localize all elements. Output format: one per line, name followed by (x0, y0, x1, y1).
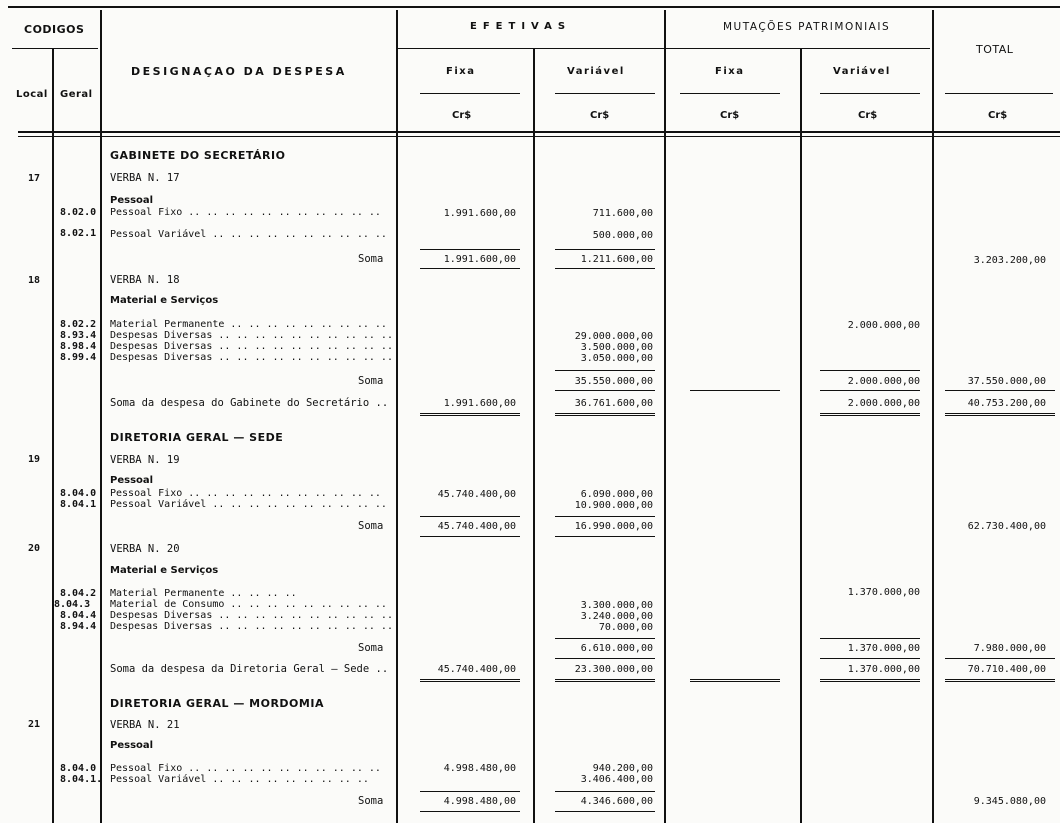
verba-18: VERBA N. 18 (110, 274, 180, 286)
row-desc: Material de Consumo .. .. .. .. .. .. .. .. .. (110, 599, 387, 610)
row-variavel: 711.600,00 (592, 208, 653, 219)
soma-total: 7.980.000,00 (973, 643, 1046, 654)
row-variavel: 6.090.000,00 (580, 489, 653, 500)
local-code-19: 19 (28, 454, 41, 465)
currency-mfixa: Cr$ (720, 110, 740, 121)
row-desc: Pessoal Variável .. .. .. .. .. .. .. .. .. .. (110, 229, 387, 240)
currency-total: Cr$ (988, 110, 1008, 121)
header-designacao: DESIGNAÇAO DA DESPESA (131, 65, 347, 78)
sum-rule (420, 516, 520, 517)
row-variavel: 500.000,00 (592, 230, 653, 241)
sum-rule (420, 791, 520, 792)
top-rule (8, 6, 1060, 8)
col-line-mfixa (800, 48, 802, 823)
sum-rule-under (420, 811, 520, 812)
sum-rule-under (945, 658, 1055, 659)
header-fixa-1: Fixa (446, 66, 476, 77)
soma-sede-total: 70.710.400,00 (967, 664, 1046, 675)
row-code: 8.02.2 (60, 319, 97, 330)
sum-rule-under (820, 658, 920, 659)
soma-label: Soma (358, 375, 384, 387)
row-variavel: 3.300.000,00 (580, 600, 653, 611)
sum-rule-under (555, 268, 655, 269)
verba-19: VERBA N. 19 (110, 454, 180, 466)
header-bottom-rule-2 (18, 136, 1060, 137)
currency-fixa: Cr$ (452, 110, 472, 121)
soma-variavel: 16.990.000,00 (574, 521, 653, 532)
soma-total: 62.730.400,00 (967, 521, 1046, 532)
header-total: TOTAL (976, 43, 1014, 56)
sum-rule-under (555, 390, 655, 391)
sum-rule (555, 638, 655, 639)
soma-variavel: 1.211.600,00 (580, 254, 653, 265)
row-fixa: 45.740.400,00 (437, 489, 516, 500)
verba-21: VERBA N. 21 (110, 719, 180, 731)
header-efetivas: EFETIVAS (470, 21, 572, 32)
currency-mvar: Cr$ (858, 110, 878, 121)
row-code: 8.04.1. (60, 774, 103, 785)
header-codigos: CODIGOS (24, 23, 85, 36)
soma-sede-mut-var: 1.370.000,00 (847, 664, 920, 675)
row-mut-var: 1.370.000,00 (847, 587, 920, 598)
row-code: 8.04.2 (60, 588, 97, 599)
row-code: 8.94.4 (60, 621, 97, 632)
local-code-21: 21 (28, 719, 41, 730)
soma-sede-fixa: 45.740.400,00 (437, 664, 516, 675)
row-mut-var: 2.000.000,00 (847, 320, 920, 331)
fixa-rule (420, 93, 520, 94)
grand-rule (820, 679, 920, 682)
soma-total: 37.550.000,00 (967, 376, 1046, 387)
row-fixa: 1.991.600,00 (443, 208, 516, 219)
sum-rule (820, 370, 920, 371)
soma-fixa: 4.998.480,00 (443, 796, 516, 807)
header-bottom-rule (18, 131, 1060, 133)
row-variavel: 3.050.000,00 (580, 353, 653, 364)
row-desc: Pessoal Variável .. .. .. .. .. .. .. .. .. .. (110, 499, 387, 510)
header-mutacoes: MUTAÇÕES PATRIMONIAIS (723, 21, 891, 33)
grand-rule (555, 679, 655, 682)
soma-gabinete-fixa: 1.991.600,00 (443, 398, 516, 409)
soma-gabinete-variavel: 36.761.600,00 (574, 398, 653, 409)
row-desc: Despesas Diversas .. .. .. .. .. .. .. .. .. .. (110, 341, 393, 352)
row-variavel: 3.240.000,00 (580, 611, 653, 622)
soma-gabinete-total: 40.753.200,00 (967, 398, 1046, 409)
soma-label: Soma (358, 520, 384, 532)
header-variavel-2: Variável (833, 66, 891, 77)
subhead-material-18: Material e Serviços (110, 295, 219, 306)
row-desc: Despesas Diversas .. .. .. .. .. .. .. .. .. .. (110, 330, 393, 341)
row-code: 8.02.0 (60, 207, 97, 218)
row-desc: Despesas Diversas .. .. .. .. .. .. .. .. .. .. (110, 621, 393, 632)
mfixa-rule (680, 93, 780, 94)
row-desc: Pessoal Fixo .. .. .. .. .. .. .. .. .. .. .. (110, 488, 381, 499)
row-variavel: 29.000.000,00 (574, 331, 653, 342)
sum-rule-under (555, 658, 655, 659)
grand-rule (420, 679, 520, 682)
row-code: 8.04.0 (60, 763, 97, 774)
currency-variavel: Cr$ (590, 110, 610, 121)
sum-rule-under (420, 536, 520, 537)
efetivas-rule (398, 48, 666, 49)
soma-mut-var: 2.000.000,00 (847, 376, 920, 387)
row-code: 8.02.1 (60, 228, 97, 239)
sum-rule (555, 249, 655, 250)
soma-label: Soma (358, 253, 384, 265)
section-mordomia: DIRETORIA GERAL — MORDOMIA (110, 697, 324, 710)
sum-rule-under (555, 536, 655, 537)
local-code-20: 20 (28, 543, 41, 554)
sum-rule (555, 516, 655, 517)
total-rule (945, 93, 1053, 94)
row-code: 8.99.4 (60, 352, 97, 363)
sum-rule (555, 791, 655, 792)
grand-rule (690, 679, 780, 682)
sum-rule-under (820, 390, 920, 391)
soma-total: 3.203.200,00 (973, 255, 1046, 266)
row-desc: Material Permanente .. .. .. .. .. .. .. .. .. (110, 319, 387, 330)
soma-label: Soma (358, 642, 384, 654)
row-code: 8.04.4 (60, 610, 97, 621)
soma-fixa: 1.991.600,00 (443, 254, 516, 265)
soma-sede-variavel: 23.300.000,00 (574, 664, 653, 675)
header-fixa-2: Fixa (715, 66, 745, 77)
row-desc: Pessoal Fixo .. .. .. .. .. .. .. .. .. .. .. (110, 207, 381, 218)
row-code: 8.04.0 (60, 488, 97, 499)
sum-rule (555, 370, 655, 371)
soma-label: Soma (358, 795, 384, 807)
var-rule (555, 93, 655, 94)
soma-variavel: 35.550.000,00 (574, 376, 653, 387)
row-desc: Pessoal Fixo .. .. .. .. .. .. .. .. .. .. .. (110, 763, 381, 774)
row-desc: Material Permanente .. .. .. .. (110, 588, 297, 599)
row-code: 8.04.1 (60, 499, 97, 510)
soma-fixa: 45.740.400,00 (437, 521, 516, 532)
row-variavel: 940.200,00 (592, 763, 653, 774)
col-line-local (52, 48, 54, 823)
col-line-geral (100, 10, 102, 823)
grand-rule (420, 413, 520, 416)
header-geral: Geral (60, 89, 93, 100)
col-line-desc (396, 10, 398, 823)
section-sede: DIRETORIA GERAL — SEDE (110, 431, 284, 444)
col-line-var (664, 10, 666, 823)
subhead-pessoal-21: Pessoal (110, 740, 154, 751)
subhead-pessoal-17: Pessoal (110, 195, 154, 206)
section-gabinete: GABINETE DO SECRETÁRIO (110, 149, 286, 162)
soma-total: 9.345.080,00 (973, 796, 1046, 807)
row-code: 8.04.3 (54, 599, 91, 610)
verba-20: VERBA N. 20 (110, 543, 180, 555)
sum-rule-under (690, 390, 780, 391)
mvar-rule (820, 93, 920, 94)
row-desc: Despesas Diversas .. .. .. .. .. .. .. .. .. .. (110, 610, 393, 621)
soma-gabinete-label: Soma da despesa do Gabinete do Secretário .. (110, 397, 389, 409)
subhead-material-20: Material e Serviços (110, 565, 219, 576)
soma-mut-var: 1.370.000,00 (847, 643, 920, 654)
row-code: 8.98.4 (60, 341, 97, 352)
codigos-rule (12, 48, 98, 49)
subhead-pessoal-19: Pessoal (110, 475, 154, 486)
soma-sede-label: Soma da despesa da Diretoria Geral — Sede .. (110, 663, 389, 675)
soma-variavel: 6.610.000,00 (580, 643, 653, 654)
sum-rule (820, 638, 920, 639)
soma-variavel: 4.346.600,00 (580, 796, 653, 807)
sum-rule-under (945, 390, 1055, 391)
mutacoes-rule (666, 48, 930, 49)
row-desc: Despesas Diversas .. .. .. .. .. .. .. .. .. .. (110, 352, 393, 363)
col-line-mvar (932, 10, 934, 823)
soma-gabinete-mut-var: 2.000.000,00 (847, 398, 920, 409)
row-desc: Pessoal Variável .. .. .. .. .. .. .. .. .. (110, 774, 369, 785)
verba-17: VERBA N. 17 (110, 172, 180, 184)
col-line-fixa (533, 48, 535, 823)
row-fixa: 4.998.480,00 (443, 763, 516, 774)
local-code-17: 17 (28, 173, 41, 184)
grand-rule (820, 413, 920, 416)
sum-rule-under (420, 268, 520, 269)
header-variavel-1: Variável (567, 66, 625, 77)
row-variavel: 3.500.000,00 (580, 342, 653, 353)
header-local: Local (16, 89, 48, 100)
row-variavel: 70.000,00 (598, 622, 653, 633)
sum-rule (420, 249, 520, 250)
row-code: 8.93.4 (60, 330, 97, 341)
row-variavel: 3.406.400,00 (580, 774, 653, 785)
local-code-18: 18 (28, 275, 41, 286)
grand-rule (945, 679, 1055, 682)
sum-rule-under (555, 811, 655, 812)
grand-rule (555, 413, 655, 416)
row-variavel: 10.900.000,00 (574, 500, 653, 511)
grand-rule (945, 413, 1055, 416)
